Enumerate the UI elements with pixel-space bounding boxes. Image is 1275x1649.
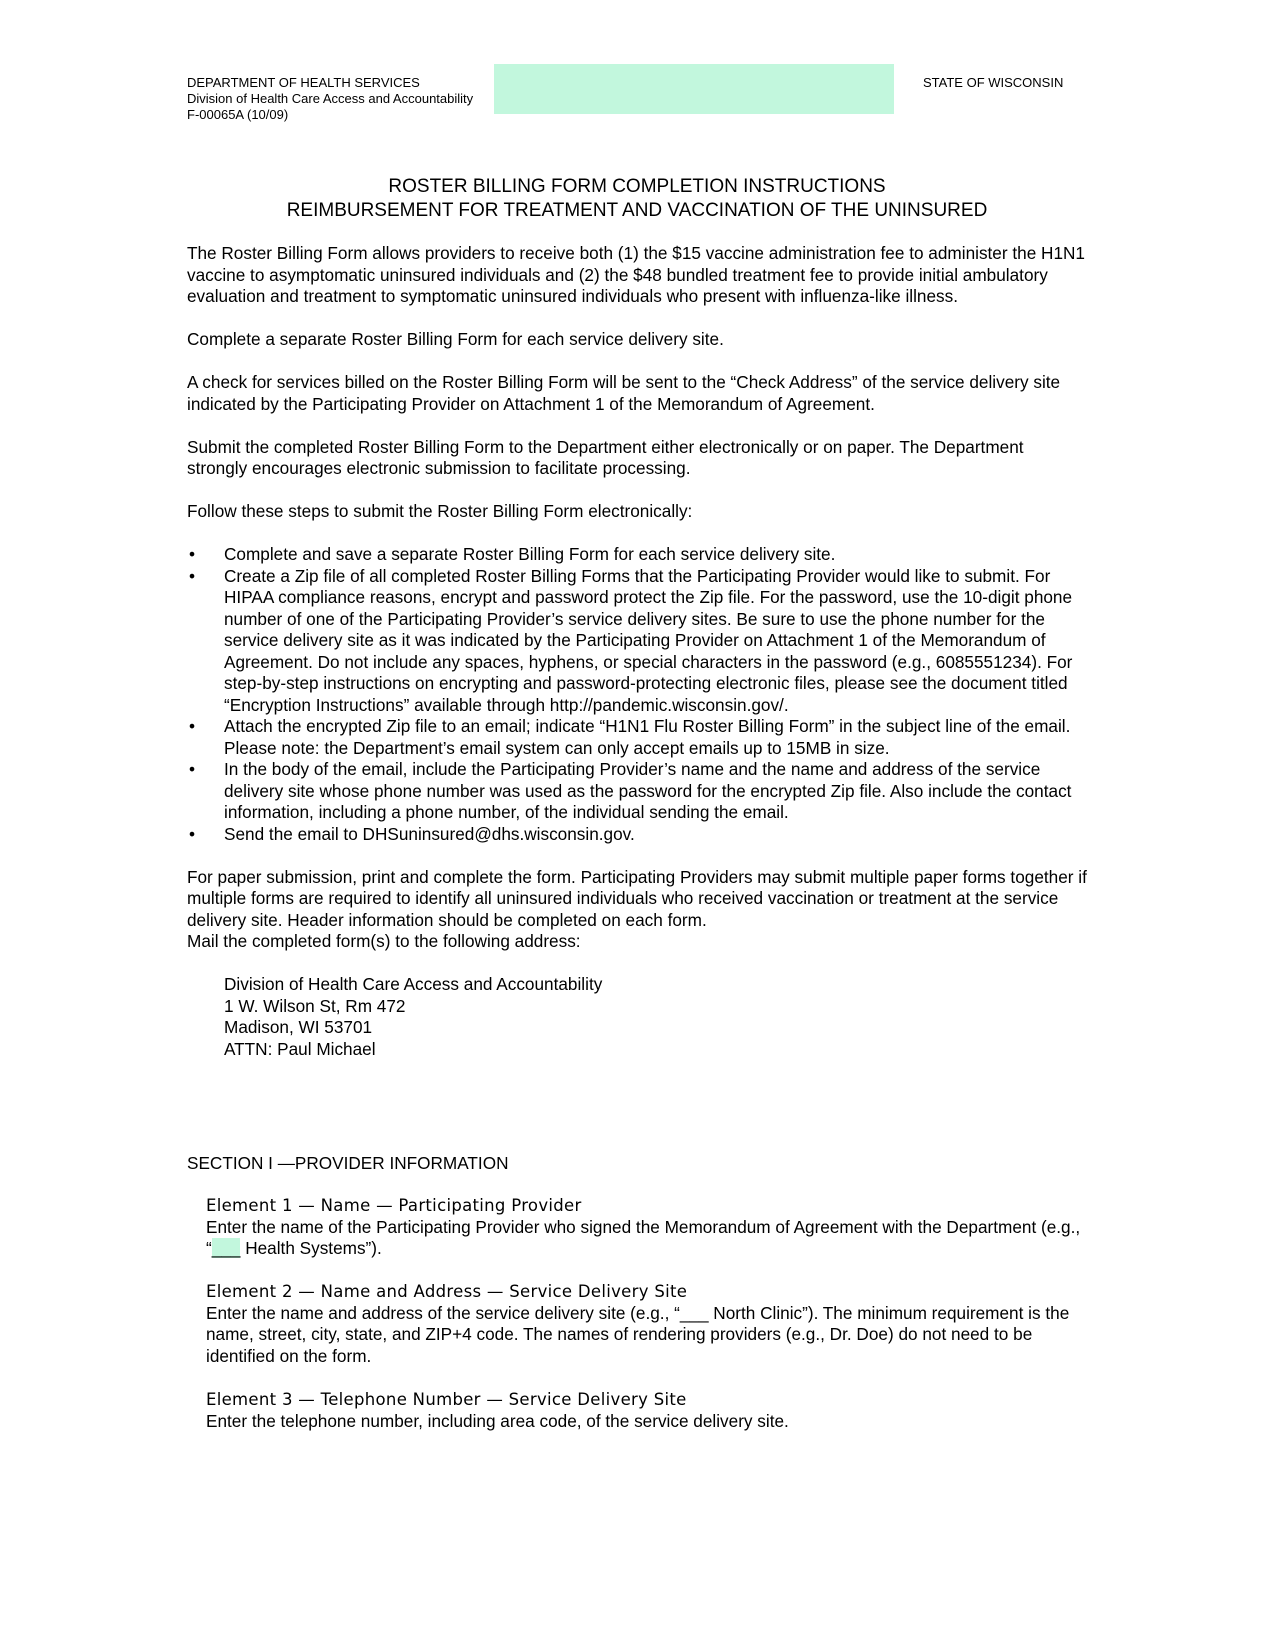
step-text: In the body of the email, include the Participating Provider’s name and the name and address of the service delivery site whose phone number was used as the password for the encrypted Zip file. Also include the contact information, including a phone number, of the individual sending the email. — [224, 759, 1072, 822]
list-item — [187, 716, 1087, 759]
bullet-icon: • — [189, 565, 196, 586]
element-3-text: Enter the telephone number, including area code, of the service delivery site. — [206, 1410, 789, 1431]
bullet-icon: • — [189, 716, 196, 736]
form-number: F-00065A (10/09) — [187, 107, 289, 122]
element-3 — [206, 1389, 1086, 1432]
bullet-icon: • — [189, 823, 196, 844]
intro-paragraph: The Roster Billing Form allows providers to receive both (1) the $15 vaccine administration fee to administer the H1N1 vaccine to asymptomatic uninsured individuals and (2) the $48 bundled treatment fee to provide initial ambulatory evaluation and treatment to symptomatic uninsured individuals who present with influenza-like illness. — [187, 243, 1085, 306]
address-line-4: ATTN: Paul Michael — [224, 1038, 376, 1059]
address-line-3: Madison, WI 53701 — [224, 1017, 373, 1037]
section-heading: SECTION I —PROVIDER INFORMATION — [187, 1153, 509, 1173]
step-text: Attach the encrypted Zip file to an email; indicate “H1N1 Flu Roster Billing Form” in the subject line of the email. Please note: the Department’s email system can only accept emails up to 15MB in size. — [224, 716, 1071, 758]
title-line-2: REIMBURSEMENT FOR TREATMENT AND VACCINATION OF THE UNINSURED — [286, 200, 988, 221]
element-2-title: Element 2 — Name and Address — Service Delivery Site — [206, 1282, 688, 1301]
element-1-text — [206, 1217, 1086, 1260]
document-title — [187, 175, 1087, 223]
step-text: Complete and save a separate Roster Billing Form for each service delivery site. — [224, 544, 836, 564]
list-item — [187, 566, 1087, 717]
element-3-title: Element 3 — Telephone Number — Service Delivery Site — [206, 1390, 687, 1409]
electronic-steps-list — [187, 544, 1087, 845]
element-2-text: Enter the name and address of the service delivery site (e.g., “___ North Clinic”). The minimum requirement is the name, street, city, state, and ZIP+4 code. The names of rendering providers (e.g., Dr. Doe) do not need to be identified on the form. — [206, 1302, 1070, 1366]
list-item — [187, 824, 1087, 846]
bullet-icon: • — [189, 544, 196, 564]
provider-name-blank-field[interactable]: ___ — [211, 1238, 241, 1258]
form-header-highlight-field[interactable] — [494, 64, 894, 114]
step-text: Send the email to DHSuninsured@dhs.wisconsin.gov. — [224, 823, 635, 844]
address-line-1: Division of Health Care Access and Accountability — [224, 974, 603, 994]
header-left — [187, 75, 473, 123]
mailing-address — [224, 974, 1087, 1060]
element-1-text-before: Enter the name of the Participating Provider who signed the Memorandum of Agreement with the Department (e.g., “ — [206, 1216, 1081, 1258]
list-item — [187, 544, 1087, 566]
title-line-1: ROSTER BILLING FORM COMPLETION INSTRUCTIONS — [388, 176, 886, 197]
check-address-paragraph: A check for services billed on the Roster Billing Form will be sent to the “Check Address” of the service delivery site indicated by the Participating Provider on Attachment 1 of the Memorandum of Agreement. — [187, 372, 1061, 414]
department-name: DEPARTMENT OF HEALTH SERVICES — [187, 75, 420, 90]
division-name: Division of Health Care Access and Accountability — [187, 91, 474, 106]
element-1 — [206, 1195, 1086, 1260]
bullet-icon: • — [189, 759, 196, 779]
element-1-title: Element 1 — Name — Participating Provider — [206, 1196, 582, 1215]
state-name: STATE OF WISCONSIN — [923, 75, 1064, 90]
paper-submission-paragraph: For paper submission, print and complete the form. Participating Providers may submit multiple paper forms together if multiple forms are required to identify all uninsured individuals who received vaccination or treatment at the service delivery site. Header information should be completed on each form. — [187, 866, 1087, 930]
electronic-steps-intro: Follow these steps to submit the Roster Billing Form electronically: — [187, 501, 693, 521]
instructions-body — [187, 243, 1087, 1082]
list-item — [187, 759, 1087, 824]
step-text: Create a Zip file of all completed Roster Billing Forms that the Participating Provider would like to submit. For HIPAA compliance reasons, encrypt and password protect the Zip file. For the password, use the 10-digit phone number of one of the Participating Provider’s service delivery sites. Be sure to use the phone number for the service delivery site as it was indicated by the Participating Provider on Attachment 1 of the Memorandum of Agreement. Do not include any spaces, hyphens, or special characters in the password (e.g., 6085551234). For step-by-step instructions on encrypting and password-protecting electronic files, please see the document titled “Encryption Instructions” available through http://pandemic.wisconsin.gov/. — [224, 565, 1073, 715]
element-2 — [206, 1281, 1086, 1367]
address-line-2: 1 W. Wilson St, Rm 472 — [224, 995, 406, 1016]
submission-paragraph: Submit the completed Roster Billing Form to the Department either electronically or on paper. The Department strongly encourages electronic submission to facilitate processing. — [187, 436, 1024, 478]
separate-form-paragraph: Complete a separate Roster Billing Form for each service delivery site. — [187, 329, 724, 349]
element-1-text-after: Health Systems”). — [240, 1238, 382, 1258]
mail-instruction: Mail the completed form(s) to the following address: — [187, 931, 581, 951]
